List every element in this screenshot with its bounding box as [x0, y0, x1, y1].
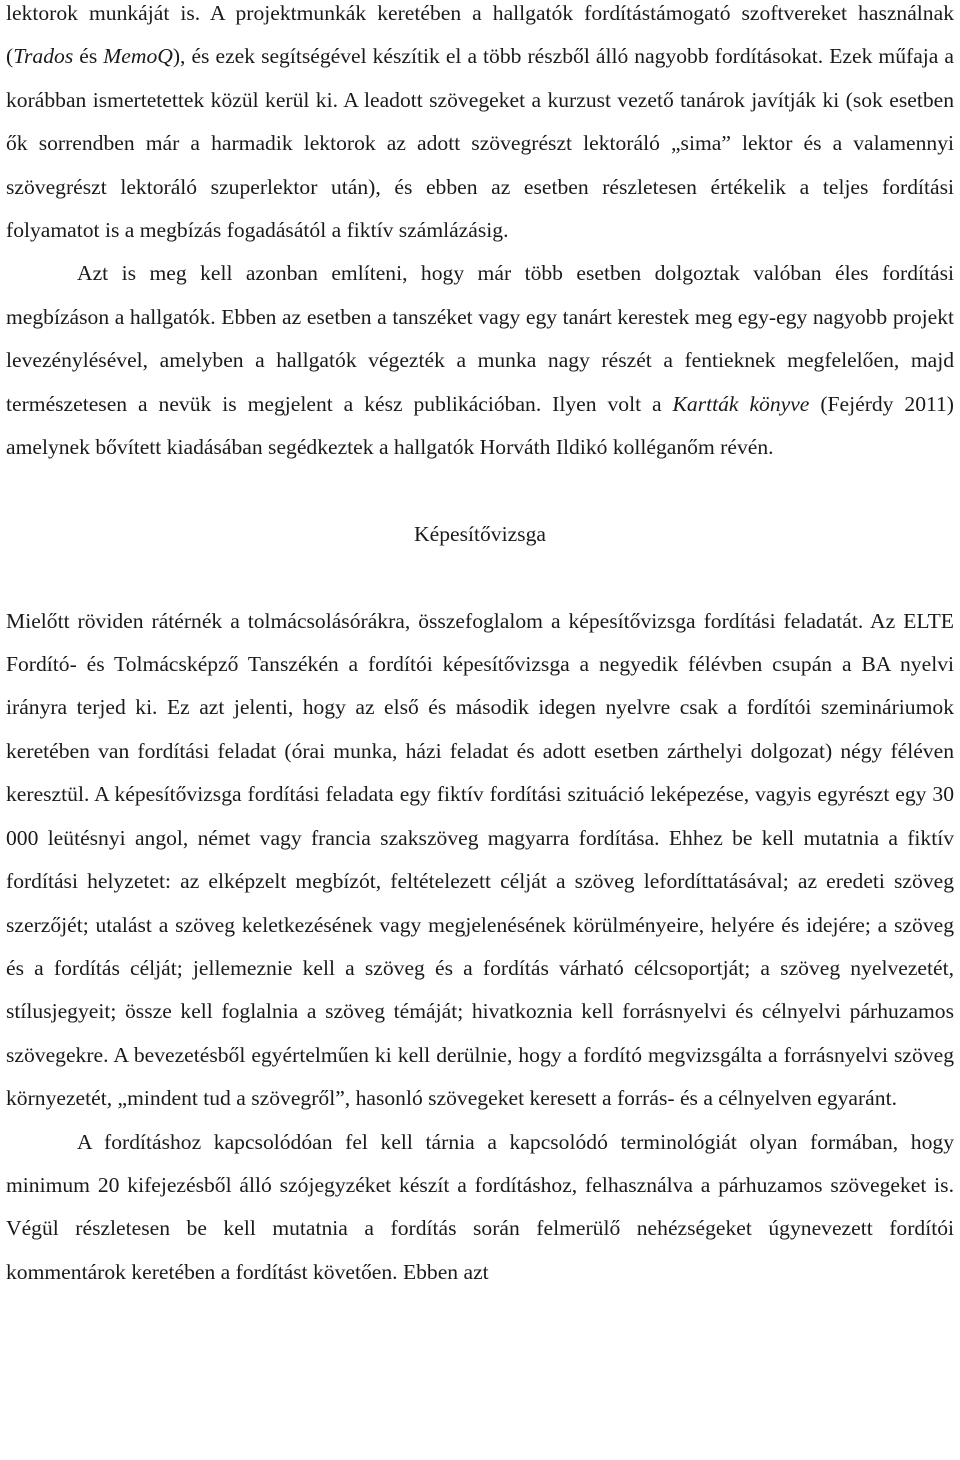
- section-heading: Képesítővizsga: [414, 521, 546, 546]
- text-run: és: [73, 44, 104, 69]
- text-run: lektorok munkáját is. A projektmunkák keretében a hallgatók fordítástámogató szoftvereket használnak (: [6, 1, 954, 69]
- paragraph-projectwork: [6, 0, 954, 252]
- paragraph-live-assignments: [6, 252, 954, 469]
- spacer: [6, 556, 954, 599]
- italic-term-memoq: MemoQ: [103, 44, 173, 69]
- italic-book-title: Kartták könyve: [672, 391, 810, 416]
- paragraph-exam-task: Mielőtt röviden rátérnék a tolmácsolásórákra, összefoglalom a képesítővizsga fordítási feladatát. Az ELTE Fordító- és Tolmácsképző Tanszékén a fordítói képesítővizsga a negyedik félévben csupán a BA nyelvi irányra terjed ki. Ez azt jelenti, hogy az első és második idegen nyelvre csak a fordítói szemináriumok keretében van fordítási feladat (órai munka, házi feladat és adott esetben zárthelyi dolgozat) négy féléven keresztül. A képesítővizsga fordítási feladata egy fiktív fordítási szituáció leképezése, vagyis egyrészt egy 30 000 leütésnyi angol, német vagy francia szakszöveg magyarra fordítása. Ehhez be kell mutatnia a fiktív fordítási helyzetet: az elképzelt megbízót, feltételezett célját a szöveg lefordíttatásával; az eredeti szöveg szerzőjét; utalást a szöveg keletkezésének vagy megjelenésének körülményeire, helyére és idejére; a szöveg és a fordítás célját; jellemeznie kell a szöveg és a fordítás várható célcsoportját; a szöveg nyelvezetét, stílusjegyeit; össze kell foglalnia a szöveg témáját; hivatkoznia kell forrásnyelvi és célnyelvi párhuzamos szövegekre. A bevezetésből egyértelműen ki kell derülnie, hogy a fordító megvizsgálta a forrásnyelvi szöveg környezetét, „mindent tud a szövegről”, hasonló szövegeket keresett a forrás- és a célnyelven egyaránt.: [6, 608, 954, 1111]
- text-run: ), és ezek segítségével készítik el a több részből álló nagyobb fordításokat. Ezek műfaja a korábban ismertetettek közül kerül ki. A leadott szövegeket a kurzust vezető tanárok javítják ki (sok esetben ők sorrendben már a harmadik lektorok az adott szövegrészt lektoráló „sima” lektor és a valamennyi szövegrészt lektoráló szuperlektor után), és ebben az esetben részletesen értékelik a teljes fordítási folyamatot is a megbízás fogadásától a fiktív számlázásig.: [6, 44, 954, 243]
- italic-term-trados: Trados: [13, 44, 74, 69]
- paragraph-terminology: A fordításhoz kapcsolódóan fel kell tárnia a kapcsolódó terminológiát olyan formában, hogy minimum 20 kifejezésből álló szójegyzéket készít a fordításhoz, felhasználva a párhuzamos szövegeket is. Végül részletesen be kell mutatnia a fordítás során felmerülő nehézségeket úgynevezett fordítói kommentárok keretében a fordítást követően. Ebben azt: [6, 1129, 954, 1284]
- document-page: [6, 0, 954, 1294]
- text-run: Azt is meg kell azonban említeni, hogy már több esetben dolgoztak valóban éles fordítási megbízáson a hallgatók. Ebben az esetben a tanszéket vagy egy tanárt kerestek meg egy-egy nagyobb projekt levezénylésével, amelyben a hallgatók végezték a munka nagy részét a fentieknek megfelelően, majd természetesen a nevük is megjelent a kész publikációban. Ilyen volt a: [6, 261, 954, 416]
- text-run: (Fejérdy 2011) amelynek bővített kiadásában segédkeztek a hallgatók Horváth Ildikó kolléganőm révén.: [6, 391, 954, 460]
- spacer: [6, 469, 954, 512]
